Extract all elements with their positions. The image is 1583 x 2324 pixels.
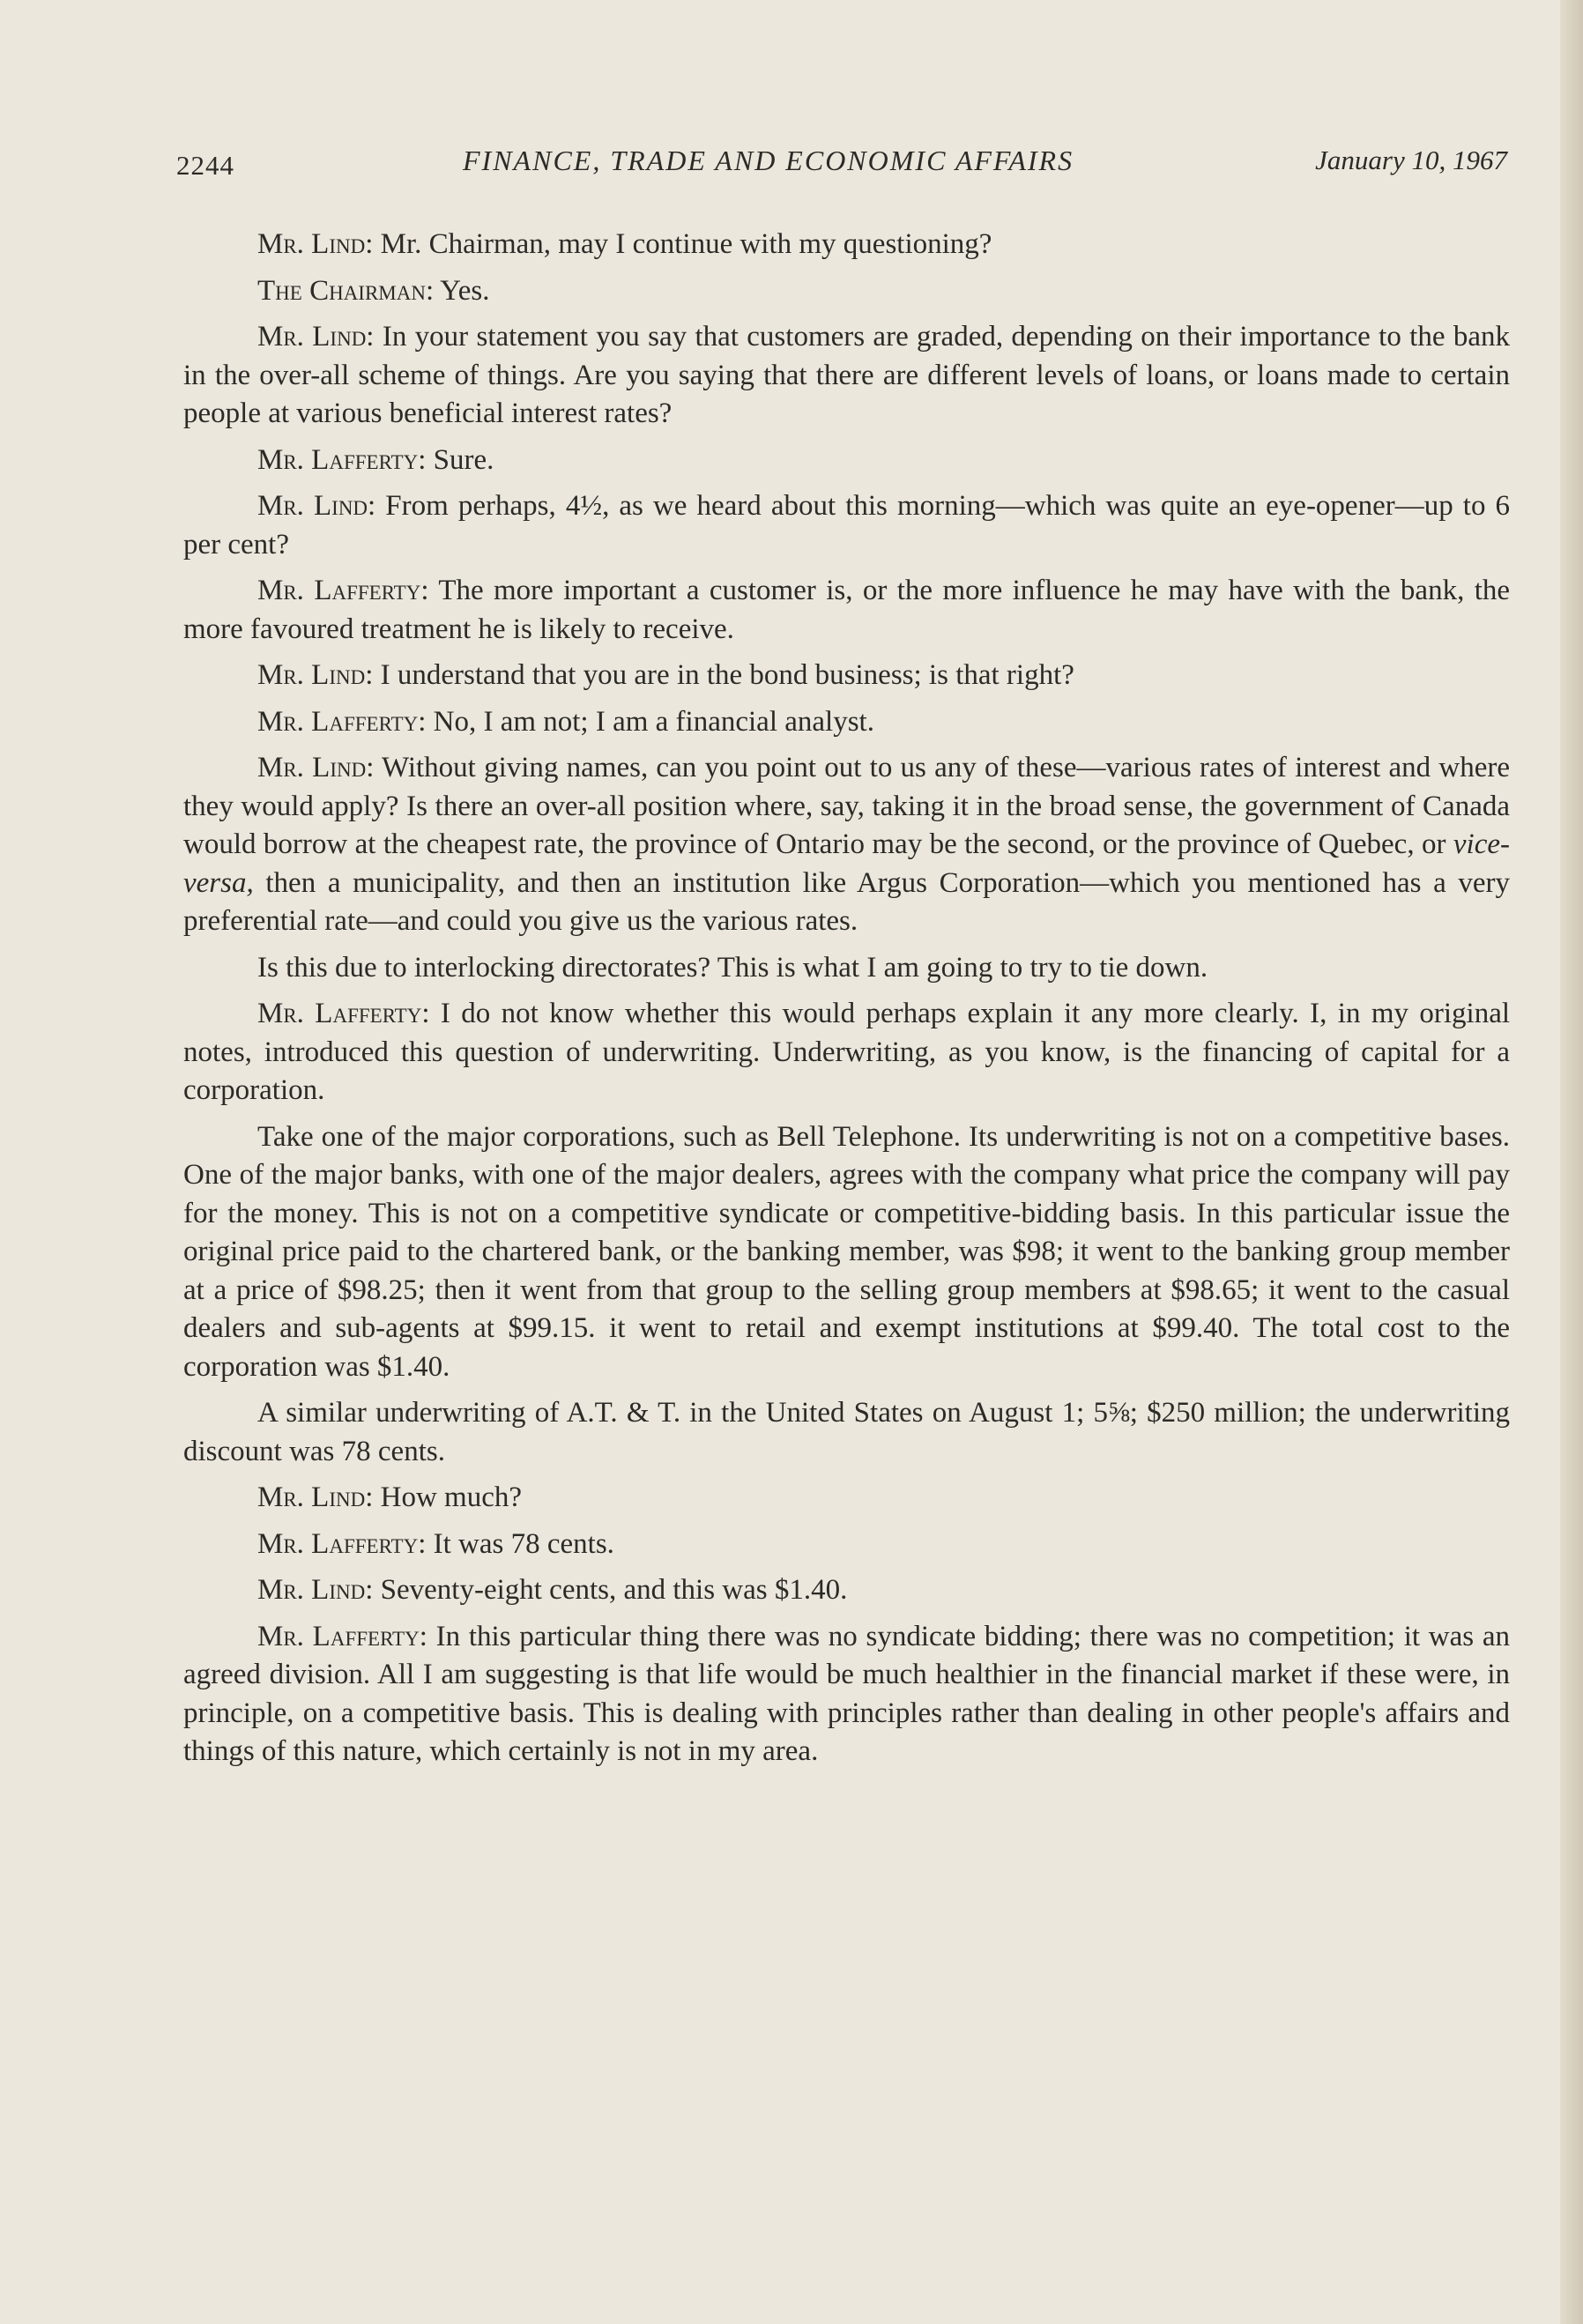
paragraph (183, 1571, 1510, 1610)
speaker-label: Mr. Lind: (257, 321, 375, 353)
paragraph-text: I understand that you are in the bond business; is that right? (380, 659, 1074, 691)
paragraph-text: Sure. (433, 443, 494, 476)
speaker-label: Mr. Lafferty: (257, 575, 429, 606)
speaker-label: Mr. Lind: (257, 1481, 374, 1513)
paragraph (183, 749, 1510, 941)
speaker-label: Mr. Lafferty: (257, 1620, 427, 1652)
paragraph-text: From perhaps, 4½, as we heard about this morning—which was quite an eye-opener—up to 6 per cent? (183, 490, 1511, 561)
page-number: 2244 (176, 150, 234, 181)
paragraph (183, 1479, 1510, 1518)
speaker-label: Mr. Lind: (257, 490, 376, 522)
speaker-label: Mr. Lafferty: (257, 705, 427, 738)
paragraph (183, 1526, 1510, 1564)
paragraph-text: It was 78 cents. (433, 1527, 614, 1560)
paragraph-text: Take one of the major corporations, such as Bell Telephone. Its underwriting is not on a competitive bases. One of the major banks, with one of the major dealers, agrees with the company what price the company will pay for the money. This is not on a competitive syndicate or competitive-bidding basis. In this particular issue the original price paid to the chartered bank, or the banking member, was $98; it went to the banking group member at a price of $98.25; then it went from that group to the selling group members at $98.65; it went to the casual dealers and sub-agents at $99.15. it went to retail and exempt institutions at $99.40. The total cost to the corporation was $1.40. (183, 1120, 1510, 1383)
paragraph (183, 272, 1510, 311)
italic-phrase: vice-versa, (183, 828, 1511, 899)
running-title: FINANCE, TRADE AND ECONOMIC AFFAIRS (463, 145, 1074, 176)
paragraph (183, 995, 1510, 1110)
paragraph-text: Yes. (440, 274, 490, 307)
speaker-label: Mr. Lind: (257, 1574, 374, 1606)
paragraph-text: The more important a customer is, or the more influence he may have with the bank, the more favoured treatment he is likely to receive. (183, 575, 1511, 645)
paragraph-text: Is this due to interlocking directorates? This is what I am going to try to tie down. (257, 951, 1208, 984)
speaker-label: Mr. Lafferty: (257, 443, 427, 476)
speaker-label: The Chairman: (257, 274, 435, 307)
paragraph-text: In your statement you say that customers are graded, depending on their importance to the bank in the over-all scheme of things. Are you saying that there are different levels of loans, or loans made to certain people at various beneficial interest rates? (183, 321, 1510, 429)
page-header (176, 145, 1507, 189)
paragraph (183, 572, 1510, 649)
paragraph-text: No, I am not; I am a financial analyst. (433, 705, 874, 738)
paragraph-text-continued: then a municipality, and then an institution like Argus Corporation—which you mentioned has a very preferential rate—and could you give us the various rates. (183, 866, 1510, 937)
paragraph (183, 949, 1510, 988)
speaker-label: Mr. Lafferty: (257, 1527, 427, 1560)
paragraph (183, 1118, 1510, 1387)
paragraph (183, 703, 1510, 742)
paragraph (183, 1618, 1510, 1771)
paragraph (183, 657, 1510, 695)
paragraph-text: Without giving names, can you point out to us any of these—various rates of interest and where they would apply? Is there an over-all position where, say, taking it in the broad sense, the government of Canada would borrow at the cheapest rate, the province of Ontario may be the second, or the province of Quebec, or (183, 752, 1511, 860)
paragraph (183, 1394, 1510, 1471)
header-date: January 10, 1967 (1315, 145, 1507, 175)
paragraph-text: Mr. Chairman, may I continue with my questioning? (380, 228, 992, 260)
transcript-body (183, 226, 1510, 1779)
paragraph-text: A similar underwriting of A.T. & T. in the United States on August 1; 5⅝; $250 million; the underwriting discount was 78 cents. (183, 1397, 1510, 1467)
paragraph (183, 226, 1510, 264)
page-edge (1560, 0, 1583, 2324)
paragraph (183, 442, 1510, 480)
paragraph-text: How much? (380, 1481, 523, 1513)
paragraph-text: I do not know whether this would perhaps explain it any more clearly. I, in my original notes, introduced this question of underwriting. Underwriting, as you know, is the financing of capital for a corporation. (183, 998, 1511, 1106)
paragraph (183, 318, 1510, 434)
speaker-label: Mr. Lind: (257, 659, 374, 691)
speaker-label: Mr. Lind: (257, 228, 374, 260)
paragraph (183, 487, 1510, 564)
speaker-label: Mr. Lafferty: (257, 998, 430, 1029)
paragraph-text: In this particular thing there was no syndicate bidding; there was no competition; it was an agreed division. All I am suggesting is that life would be much healthier in the financial market if these were, in principle, on a competitive basis. This is dealing with principles rather than dealing in other people's affairs and things of this nature, which certainly is not in my area. (183, 1620, 1511, 1767)
speaker-label: Mr. Lind: (257, 752, 375, 783)
paragraph-text: Seventy-eight cents, and this was $1.40. (380, 1574, 848, 1606)
